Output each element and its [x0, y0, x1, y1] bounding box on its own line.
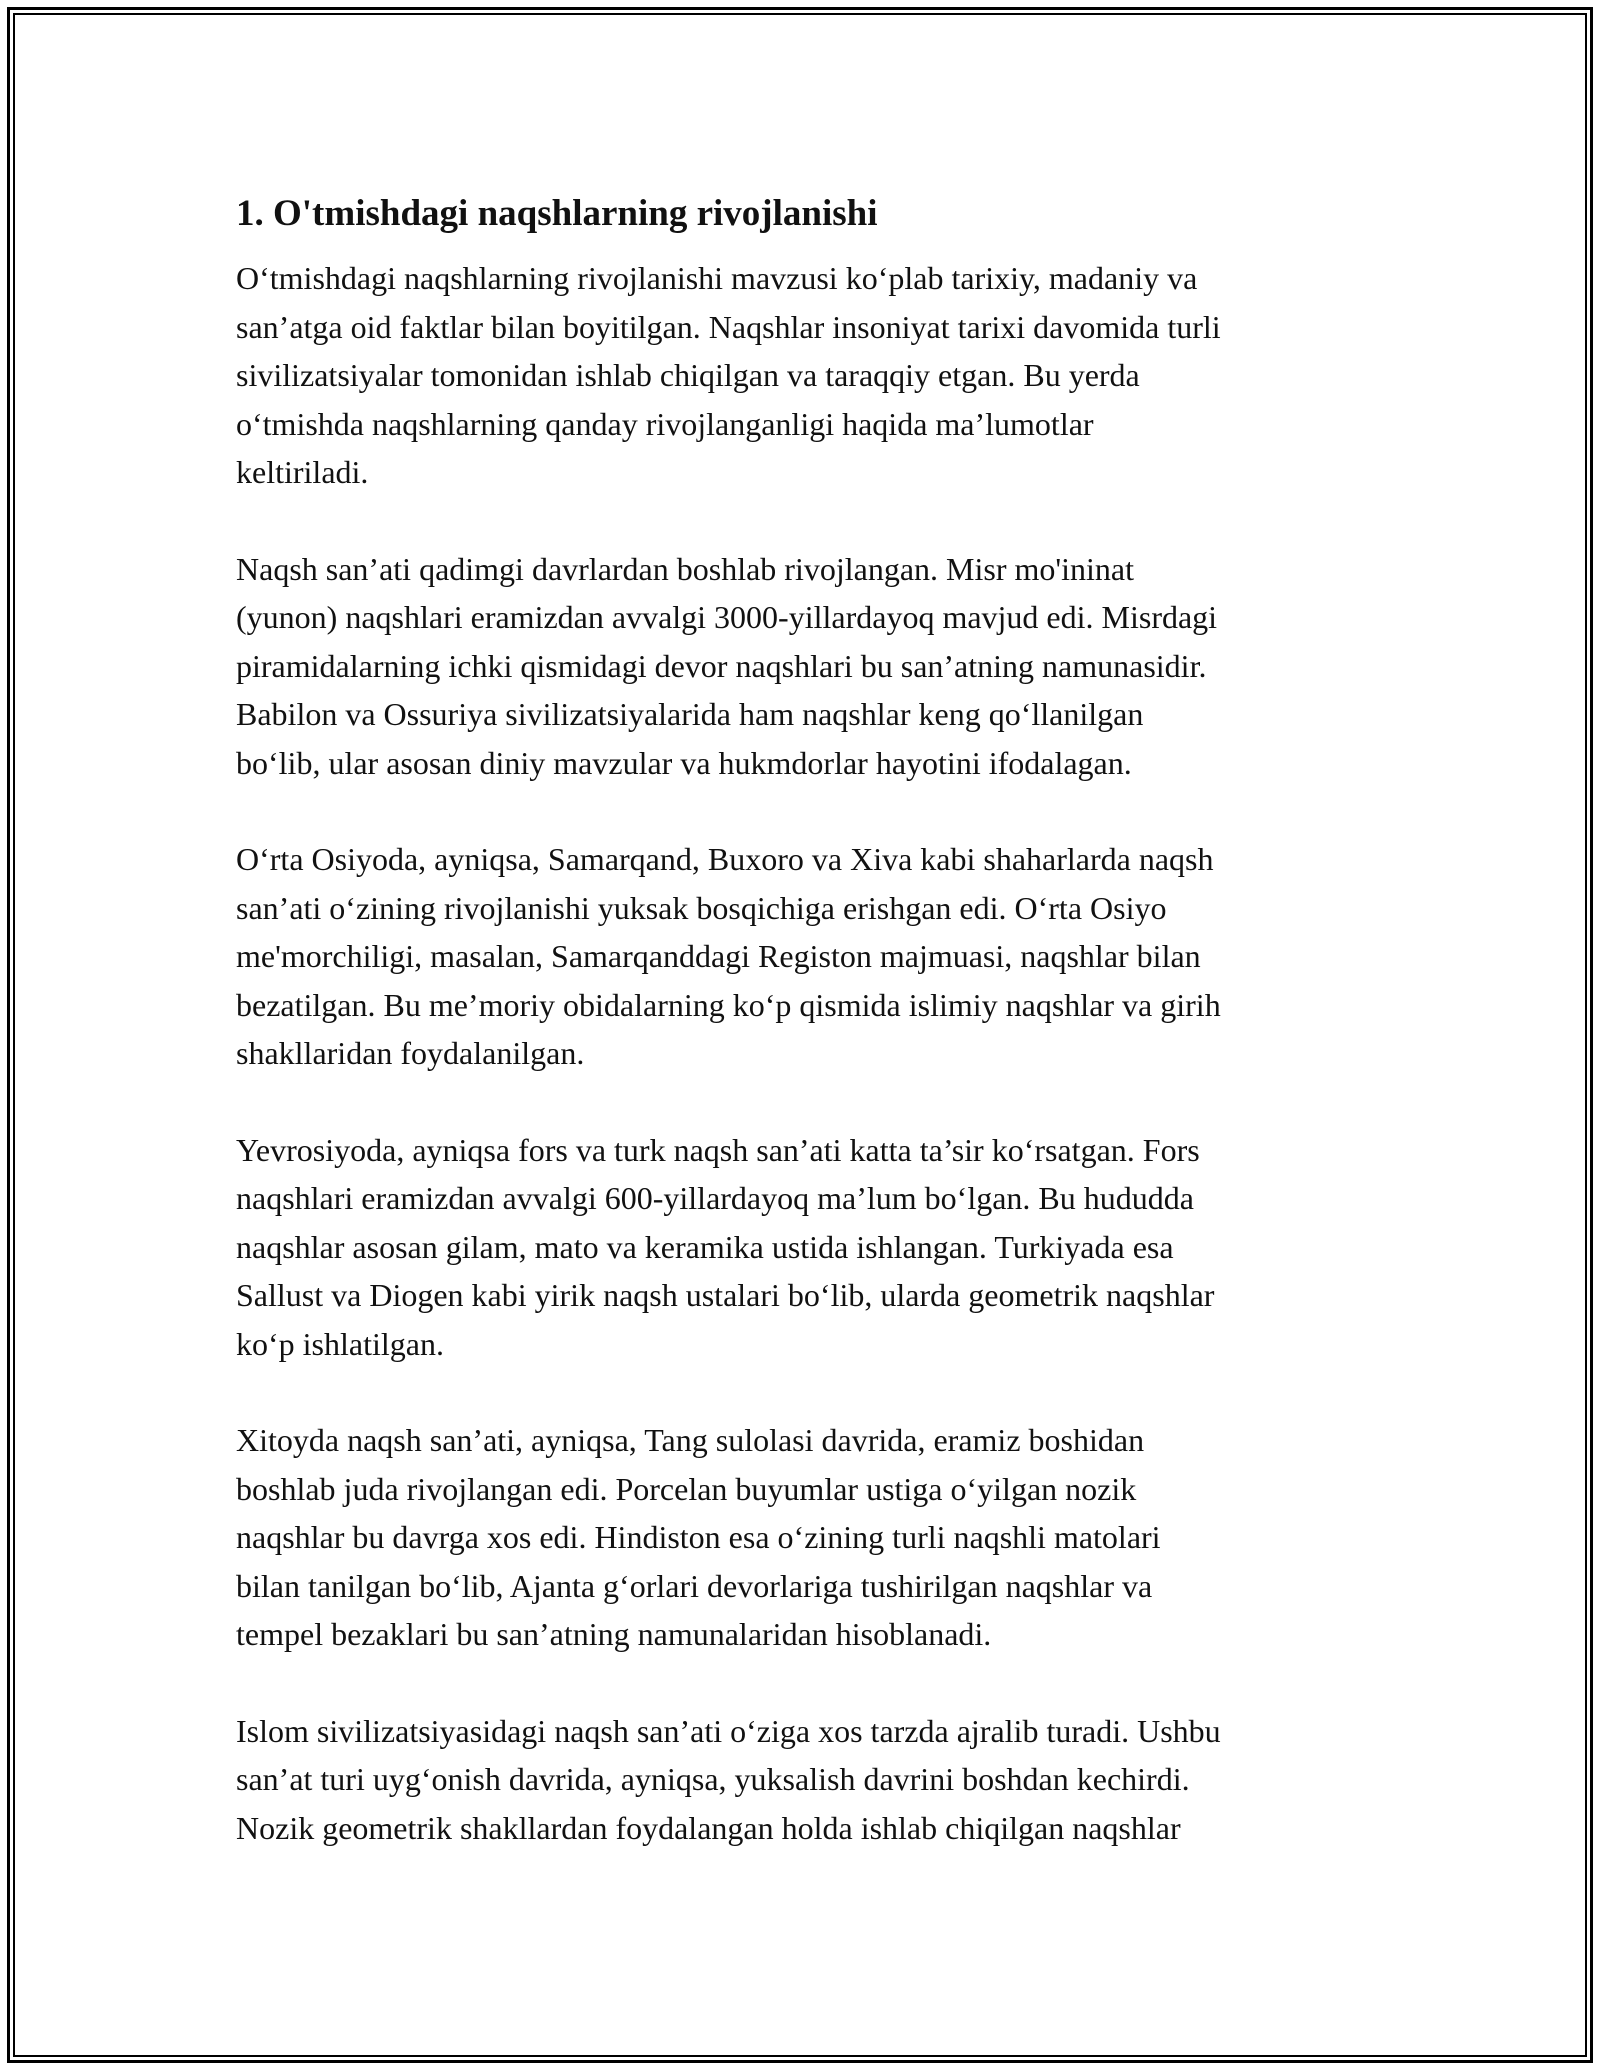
paragraph-line: boshlab juda rivojlangan edi. Porcelan buyumlar ustiga o‘yilgan nozik — [236, 1470, 1137, 1507]
paragraph-line: piramidalarning ichki qismidagi devor naqshlari bu san’atning namunasidir. — [236, 647, 1207, 684]
paragraph — [236, 254, 1368, 497]
paragraph-line: Yevrosiyoda, ayniqsa fors va turk naqsh san’ati katta ta’sir ko‘rsatgan. Fors — [236, 1131, 1200, 1168]
paragraph — [236, 1707, 1368, 1853]
paragraph-line: Naqsh san’ati qadimgi davrlardan boshlab rivojlangan. Misr mo'ininat — [236, 550, 1135, 587]
paragraph-line: shakllaridan foydalanilgan. — [236, 1035, 585, 1071]
paragraph-line: san’ati o‘zining rivojlanishi yuksak bosqichiga erishgan edi. O‘rta Osiyo — [236, 889, 1167, 926]
paragraph-line: O‘rta Osiyoda, ayniqsa, Samarqand, Buxoro va Xiva kabi shaharlarda naqsh — [236, 841, 1214, 877]
paragraph-line: sivilizatsiyalar tomonidan ishlab chiqilgan va taraqqiy etgan. Bu yerda — [236, 357, 1140, 393]
paragraph-line: san’at turi uyg‘onish davrida, ayniqsa, yuksalish davrini boshdan kechirdi. — [236, 1761, 1190, 1797]
paragraph-line: Xitoyda naqsh san’ati, ayniqsa, Tang sulolasi davrida, eramiz boshidan — [236, 1422, 1145, 1458]
paragraph-line: (yunon) naqshlari eramizdan avvalgi 3000-yillardayoq mavjud edi. Misrdagi — [236, 599, 1218, 635]
paragraph-line: O‘tmishdagi naqshlarning rivojlanishi mavzusi ko‘plab tarixiy, madaniy va — [236, 260, 1198, 296]
paragraph-list — [236, 254, 1368, 1852]
paragraph-line: bo‘lib, ular asosan diniy mavzular va hukmdorlar hayotini ifodalagan. — [236, 744, 1132, 781]
paragraph-line: ko‘p ishlatilgan. — [236, 1325, 444, 1362]
paragraph-line: Nozik geometrik shakllardan foydalangan holda ishlab chiqilgan naqshlar — [236, 1809, 1181, 1846]
paragraph — [236, 835, 1368, 1078]
document-body — [236, 188, 1368, 1900]
paragraph-line: Islom sivilizatsiyasidagi naqsh san’ati o‘ziga xos tarzda ajralib turadi. Ushbu — [236, 1712, 1221, 1749]
paragraph — [236, 1126, 1368, 1369]
paragraph-line: keltiriladi. — [236, 454, 369, 490]
paragraph-line: bezatilgan. Bu me’moriy obidalarning ko‘p qismida islimiy naqshlar va girih — [236, 986, 1221, 1023]
paragraph-line: naqshlari eramizdan avvalgi 600-yillardayoq ma’lum bo‘lgan. Bu hududda — [236, 1180, 1194, 1216]
section-heading: 1. O'tmishdagi naqshlarning rivojlanishi — [236, 193, 878, 234]
paragraph-line: naqshlar bu davrga xos edi. Hindiston esa o‘zining turli naqshli matolari — [236, 1519, 1161, 1555]
paragraph-line: naqshlar asosan gilam, mato va keramika ustida ishlangan. Turkiyada esa — [236, 1228, 1174, 1265]
paragraph-line: o‘tmishda naqshlarning qanday rivojlanganligi haqida ma’lumotlar — [236, 405, 1094, 442]
paragraph-line: Babilon va Ossuriya sivilizatsiyalarida ham naqshlar keng qo‘llanilgan — [236, 696, 1144, 732]
paragraph-line: Sallust va Diogen kabi yirik naqsh ustalari bo‘lib, ularda geometrik naqshlar — [236, 1277, 1215, 1313]
paragraph-line: san’atga oid faktlar bilan boyitilgan. Naqshlar insoniyat tarixi davomida turli — [236, 308, 1221, 345]
paragraph-line: tempel bezaklari bu san’atning namunalaridan hisoblanadi. — [236, 1616, 992, 1652]
paragraph-line: me'morchiligi, masalan, Samarqanddagi Registon majmuasi, naqshlar bilan — [236, 938, 1201, 974]
paragraph — [236, 1416, 1368, 1659]
paragraph-line: bilan tanilgan bo‘lib, Ajanta g‘orlari devorlariga tushirilgan naqshlar va — [236, 1567, 1153, 1604]
paragraph — [236, 545, 1368, 788]
